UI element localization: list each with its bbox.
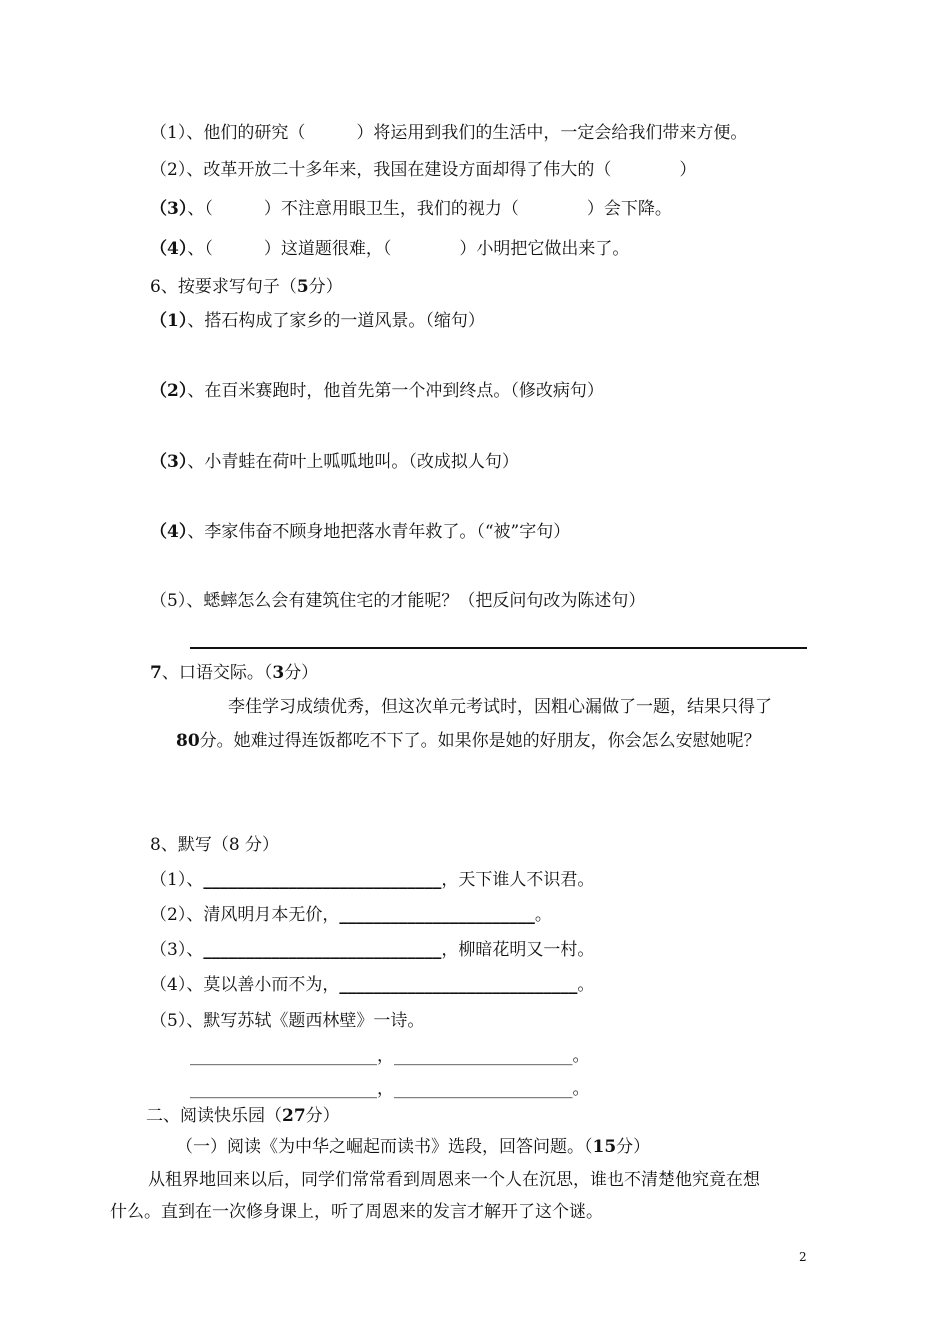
q5-item-3: （3）、（ ）不注意用眼卫生，我们的视力（ ）会下降。 [150,199,672,219]
q6-item-4: （4）、李家伟奋不顾身地把落水青年救了。（“被”字句） [150,522,571,542]
q8-item-3: （3）、____________________________，柳暗花明又一村。 [150,940,595,960]
answer-line [190,647,807,649]
poem-line-1: ______________________，_____________________。 [190,1046,590,1066]
q6-item-5: （5）、蟋蟀怎么会有建筑住宅的才能呢？（把反问句改为陈述句） [150,591,646,611]
part2-paragraph-line-2: 什么。直到在一次修身课上，听了周恩来的发言才解开了这个谜。 [110,1202,603,1222]
q8-item-4: （4）、莫以善小而不为，____________________________。 [150,975,595,995]
q5-item-1: （1）、他们的研究（ ）将运用到我们的生活中，一定会给我们带来方便。 [150,123,748,143]
q7-paragraph-line-2: 80分。她难过得连饭都吃不下了。如果你是她的好朋友，你会怎么安慰她呢？ [176,731,761,751]
q6-item-2: （2）、在百米赛跑时，他首先第一个冲到终点。（修改病句） [150,381,604,401]
q6-item-1: （1）、搭石构成了家乡的一道风景。（缩句） [150,311,485,331]
q5-item-2: （2）、改革开放二十多年来，我国在建设方面却得了伟大的（ ） [150,160,697,180]
poem-line-2: ______________________，_____________________。 [190,1079,590,1099]
q6-item-3: （3）、小青蛙在荷叶上呱呱地叫。（改成拟人句） [150,452,519,472]
q8-item-2: （2）、清风明月本无价，_______________________。 [150,905,552,925]
q8-item-5: （5）、默写苏轼《题西林壁》一诗。 [150,1011,425,1031]
q8-item-1: （1）、____________________________，天下谁人不识君。 [150,870,595,890]
part2-heading: 二、阅读快乐园（27分） [146,1106,340,1126]
q6-heading: 6、按要求写句子（5分） [150,277,343,297]
page-number: 2 [799,1250,807,1264]
part2-subheading: （一）阅读《为中华之崛起而读书》选段，回答问题。（15分） [176,1137,651,1157]
q8-heading: 8、默写（8 分） [150,835,280,855]
q7-heading: 7、口语交际。（3分） [150,663,319,683]
q5-item-4: （4）、（ ）这道题很难，（ ）小明把它做出来了。 [150,239,630,259]
q7-paragraph-line-1: 李佳学习成绩优秀，但这次单元考试时，因粗心漏做了一题，结果只得了 [228,697,772,717]
part2-paragraph-line-1: 从租界地回来以后，同学们常常看到周恩来一个人在沉思，谁也不清楚他究竟在想 [148,1170,760,1190]
